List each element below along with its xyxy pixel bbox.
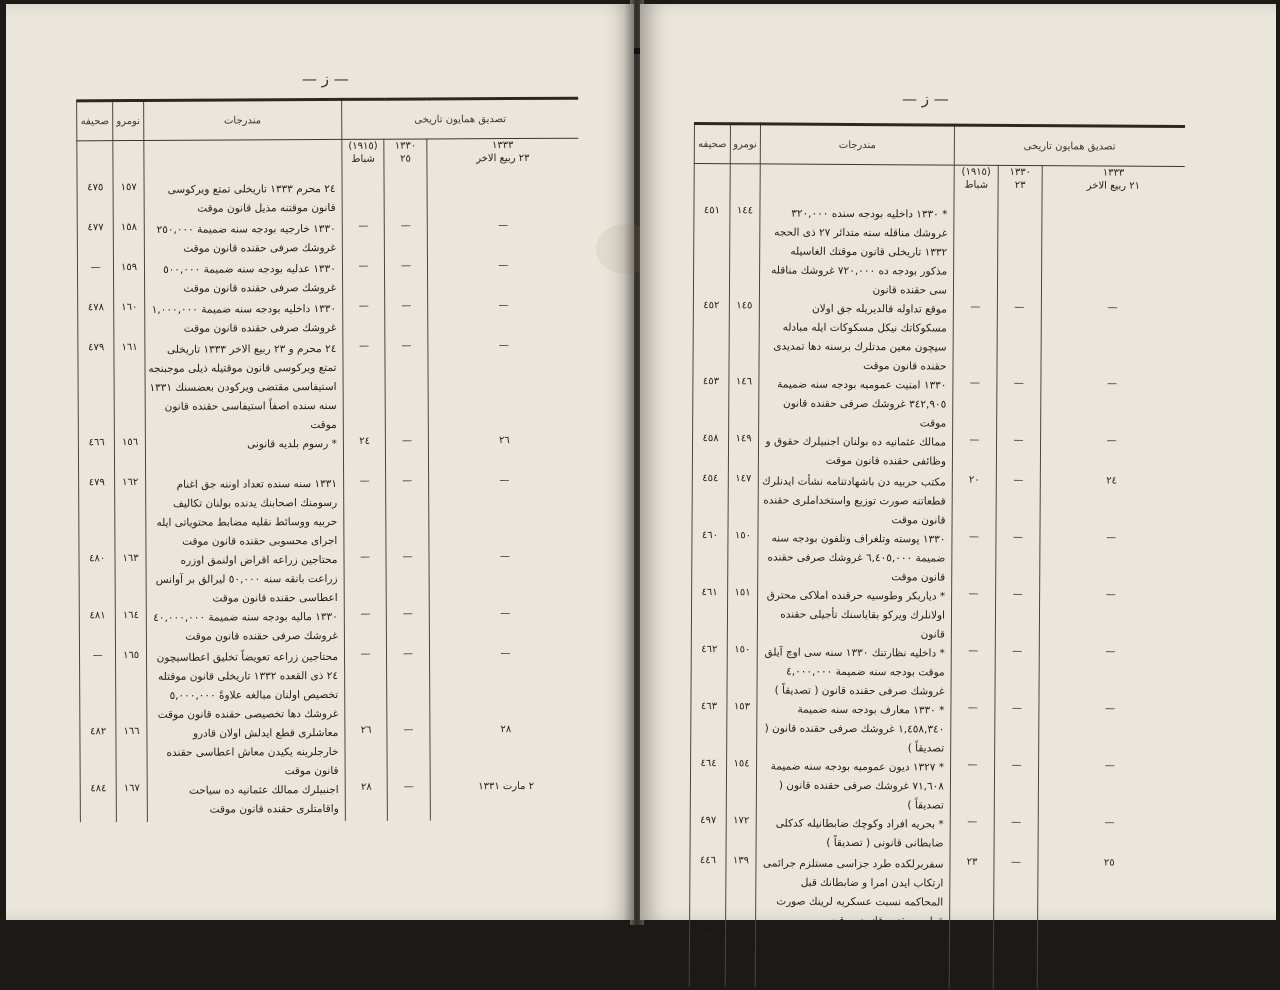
date-col-2: — (996, 434, 1040, 474)
date-col-3: — (427, 259, 579, 300)
date-year-hijri (1042, 166, 1184, 207)
entry-number: ١٦١ (114, 341, 145, 436)
table-row (79, 607, 581, 650)
date-col-2: — (388, 780, 431, 820)
entry-page: ٤٦٢ (691, 643, 727, 700)
date-col-2: — (994, 856, 1038, 932)
date-col-3: — (429, 550, 581, 608)
date-col-3: ٢٤ (1040, 474, 1182, 532)
entry-contents: ١٣٣٠ عدليه بودجه سنه ضميمة ٥٠٠,٠٠٠ غروشك صرفى حقنده قانون موقت (144, 260, 342, 301)
date-col-3: — (428, 299, 580, 340)
date-year-hijri (427, 138, 579, 179)
date-col-2: — (385, 219, 428, 259)
entry-contents: سفربرلكده طرد جزاسى مستلزم جرائمى ارتكاب ايدن امرا و ضابطانك قبل المحاكمه نسبت عسكريه لرينك صورت قطعى حقنده قانون موقت (756, 854, 950, 931)
date-col-3: — (427, 219, 579, 260)
entry-number: ١٤٦ (729, 375, 759, 432)
table-row (80, 780, 582, 823)
date-header-row (694, 164, 1184, 207)
date-col-1: — (950, 816, 994, 856)
date-col-2: — (385, 339, 428, 434)
date-year-hijri-label: ١٣٣٣ (1102, 167, 1125, 179)
date-col-3: — (429, 607, 581, 648)
date-col-2: — (385, 299, 428, 339)
table-row (77, 259, 579, 302)
date-col-1 (342, 180, 385, 220)
date-col-1: ٢٠ (952, 474, 996, 531)
entry-contents: مكتب حربيه دن باشهادتنامه نشأت ايدنلرك قطعاتنه صورت توزيع واستخداملرى حقنده قانون موقت (758, 472, 952, 530)
table-row (690, 814, 1180, 857)
date-col-3 (1041, 206, 1184, 302)
date-col-1: — (953, 301, 997, 377)
table-row (79, 550, 581, 610)
date-month-hijri: ٢٣ ربيع الاخر (476, 152, 530, 165)
date-col-2: — (387, 607, 430, 647)
date-col-2: — (996, 531, 1040, 588)
entry-page: ٤٥٣ (693, 375, 729, 432)
date-col-1: — (950, 759, 994, 816)
date-col-2: — (994, 759, 1038, 816)
header-contents: مندرجات (143, 99, 341, 140)
right-ledger-table (689, 122, 1185, 990)
date-col-2: — (995, 588, 1039, 645)
entry-contents: ١٣٣٠ خارجيه بودجه سنه ضميمة ٢٥٠,٠٠٠ غروشك صرفى حقنده قانون موقت (144, 220, 342, 261)
entry-number: ١٦٥ (116, 649, 147, 725)
date-col-1 (949, 932, 993, 989)
table-row (692, 432, 1182, 475)
date-col-1: — (342, 260, 385, 300)
date-col-3: — (1039, 645, 1181, 703)
entry-number: ١٦٤ (116, 609, 147, 649)
date-col-1: — (344, 608, 387, 648)
entry-page: ٤٥٨ (692, 432, 728, 472)
date-col-3: — (1039, 702, 1181, 760)
date-col-2: — (997, 377, 1041, 434)
entry-number: ١٧٢ (726, 814, 756, 854)
entry-number: ١٤٧ (728, 472, 758, 529)
entry-number: ١٤٥ (729, 299, 759, 375)
date-year-rumi-label: ١٣٣٠ (394, 140, 417, 152)
date-col-1: ٢٤ (343, 435, 386, 475)
date-year-gregorian (342, 139, 385, 180)
table-row (80, 723, 582, 783)
entry-contents: ٢٤ محرم ١٣٣٣ تاريخلى تمتع ويركوسى قانون موقتنه مذيل قانون موقت (144, 180, 342, 221)
entry-contents: * ١٣٣٠ معارف بودجه سنه ضميمة ١,٤٥٨,٣٤٠ غروشك صرفى حقنده قانون ( تصديقاً ) (757, 700, 951, 758)
date-day-rumi: ٢٥ (400, 153, 411, 165)
entry-contents: ١٣٣٠ داخليه بودجه سنه ضميمة ١,٠٠٠,٠٠٠ غروشك صرفى حقنده قانون موقت (144, 300, 342, 341)
date-col-3: — (1041, 377, 1183, 435)
date-col-2: — (387, 647, 430, 723)
entry-number: ١٥٠ (728, 529, 758, 586)
right-page-number: — ز — (902, 90, 949, 108)
date-col-3: ٢ مارت ١٣٣١ (430, 780, 582, 821)
date-col-1: — (344, 648, 387, 724)
date-col-1: — (951, 702, 995, 759)
empty-cell (113, 140, 144, 181)
entry-page: ٤٦٦ (78, 436, 115, 476)
date-col-3: — (428, 339, 580, 435)
entry-contents: * ١٣٢٧ ديون عموميه بودجه سنه ضميمة ٧١,٦٠٨ غروشك صرفى حقنده قانون ( تصديقاً ) (756, 757, 950, 815)
date-month-rumi: شباط (964, 179, 989, 191)
entry-page: ٤٤٦ (690, 854, 726, 930)
date-col-1: — (951, 645, 995, 702)
date-col-3: — (1038, 816, 1180, 857)
entry-contents: اجنبيلرك ممالك عثمانيه ده سياحت واقامتلرى حقنده قانون موقت (147, 781, 345, 822)
table-row (77, 219, 579, 262)
entry-number: ١٥٥ (725, 930, 755, 987)
date-col-2: — (385, 259, 428, 299)
entry-contents: محتاجين زراعه تعويضاً تخليق اعطاسيچون ٢٤ ذى القعده ١٣٣٢ تاريخلى قانون موقتله تخصيص اولنان مبالغه علاوةً ٥,٠٠٠,٠٠٠ غروشك دها تخصيصى حقنده قانون موقت (146, 648, 345, 725)
date-col-2: — (386, 550, 429, 607)
entry-number: ١٤٩ (728, 432, 758, 472)
header-royal-date: تصديق همايون تاريخى (954, 125, 1184, 166)
date-col-1: — (344, 551, 387, 608)
entry-page: ٤٨٢ (80, 725, 117, 782)
empty-cell (694, 164, 730, 205)
entry-number: ١٦٦ (116, 725, 147, 782)
table-row (78, 339, 580, 437)
table-row (79, 647, 581, 726)
table-row (692, 472, 1182, 532)
date-day-rumi: ٢٣ (1014, 179, 1026, 192)
entry-number: ١٥٨ (114, 221, 145, 261)
date-col-1: — (343, 340, 386, 435)
table-row (79, 474, 581, 553)
date-col-1: ٢٨ (345, 781, 388, 821)
entry-contents: ١٣٣٠ امنيت عموميه بودجه سنه ضميمة ٣٤٢,٩٠٥ غروشك صرفى حقنده قانون موقت (759, 375, 953, 433)
date-month-hijri: ٢١ ربيع الاخر (1086, 180, 1141, 192)
entry-number: ١٥٤ (726, 757, 756, 814)
entry-page: ٤٧٩ (78, 341, 115, 436)
entry-page: — (79, 649, 116, 725)
entry-page: ٤٨٠ (79, 552, 116, 609)
header-pages: صحيفه (77, 101, 114, 141)
empty-cell (77, 141, 114, 182)
table-row (77, 179, 579, 222)
date-col-2: — (386, 474, 429, 550)
date-col-2 (997, 206, 1042, 301)
entry-page: ٤٩٧ (690, 814, 726, 854)
header-royal-date: تصديق همايون تاريخى (342, 98, 579, 139)
entry-number: ١٦٣ (115, 552, 146, 609)
date-col-1: — (953, 377, 997, 434)
date-col-2: — (996, 474, 1040, 531)
table-row (693, 375, 1183, 435)
entry-number: ١٦٠ (114, 301, 145, 341)
date-col-3: — (1038, 759, 1180, 817)
empty-cell (760, 164, 954, 206)
entry-page: ٤٦٥ (689, 930, 725, 987)
table-row (691, 643, 1181, 703)
date-col-3: — (1041, 301, 1183, 378)
date-col-1: — (952, 434, 996, 474)
entry-page: ٤٧٩ (79, 476, 116, 552)
page-fold-shadow (624, 4, 634, 920)
date-col-1: ٢٣ (950, 856, 994, 932)
entry-number: ١٥١ (727, 586, 757, 643)
date-col-1: — (344, 475, 387, 551)
entry-page: ٤٦٠ (692, 529, 728, 586)
entry-page: ٤٥٢ (693, 299, 729, 375)
entry-number: ١٥٣ (727, 700, 757, 757)
date-col-2: — (387, 723, 430, 780)
entry-contents: محتاجين زراعه اقراض اولنمق اوزره زراعت بانقه سنه ٥٠,٠٠٠ ليرالق بر آوانس اعطاسى حقنده قانون موقت (146, 551, 344, 609)
entry-page: ٤٧٧ (77, 221, 114, 261)
table-row (691, 700, 1181, 760)
date-month-rumi: شباط (351, 153, 375, 165)
entry-number: ١٦٢ (115, 476, 146, 552)
date-year-gregorian-label: (١٩١٥) (348, 140, 378, 152)
entry-page: — (77, 261, 114, 301)
entry-number: ١٦٧ (117, 782, 148, 822)
entry-number: ١٥٩ (114, 261, 145, 301)
right-page (640, 4, 1276, 985)
left-ledger-table (76, 97, 582, 823)
entry-contents: * دياربكر وطوسيه حرقنده املاكى محترق اولانلرك ويركو بقاياسنك تأجيلى حقنده قانون (757, 586, 951, 644)
table-row (690, 854, 1180, 933)
entry-contents: ١٣٣٠ پوسته وتلغراف وتلفون بودجه سنه ضميمة ٦,٤٠٥,٠٠٠ غروشك صرفى حقنده قانون موقت (758, 529, 952, 587)
date-col-2 (384, 179, 427, 219)
empty-cell (730, 164, 760, 205)
entry-contents: * ١٣٣٠ داخليه بودجه سنده ٣٢٠,٠٠٠ غروشك مناقله سنه متدائر ٢٧ ذى الحجه ١٣٣٢ تاريخلى قانون موقتك الغاسيله مذكور بودجه ده ٧٢٠,٠٠٠ غروشك مناقله سى حقنده قانون (759, 204, 954, 300)
table-row (691, 586, 1181, 646)
date-year-rumi (384, 139, 427, 180)
left-page-number: — ز — (302, 70, 349, 88)
date-header-row (77, 138, 579, 181)
date-year-rumi (998, 165, 1042, 206)
entry-page: ٤٨٤ (80, 782, 117, 822)
date-year-rumi-label: ١٣٣٠ (1009, 166, 1031, 179)
entry-number: ١٣٩ (726, 854, 756, 930)
date-col-3 (427, 179, 579, 220)
entry-contents: * رسوم بلديه قانونى (145, 435, 343, 476)
entry-contents: ١٣٣١ سنه سنده تعداد اوننه جق اغنام رسومنك اصحابنك يدنده بولنان تكاليف حربيه ووسائط نقليه مضابط محتوياتى ايله اجراى محسوبى حقنده قانون موقت (145, 475, 344, 552)
table-row (78, 299, 580, 342)
date-col-1 (953, 206, 998, 301)
date-year-gregorian-label: (١٩١٥) (961, 166, 991, 178)
entry-contents: ١٦ جمادى الاخره ١٣٣٢ تاريخلى مكلفيت عسكريه قانون موقتك ١٤٤ نجى ماده سنك فقرهٔ اولیسنى معدل قانون موقت (755, 930, 949, 988)
entry-contents: ٢٤ محرم و ٢٣ ربيع الاخر ١٣٣٣ تاريخلى تمتع ويركوسى قانون موقتيله ذيلى موجبنجه استيفاسى مقتضى ويركودن بعضسنك ١٣٣١ سنه سنده اصفاً استيفاسى حقنده قانون موقت (145, 340, 344, 436)
date-col-2: — (386, 434, 429, 474)
date-col-3 (1037, 932, 1179, 990)
table-row (78, 434, 580, 477)
entry-number: ١٥٠ (727, 643, 757, 700)
empty-cell (144, 139, 342, 181)
entry-contents: ١٣٣٠ ماليه بودجه سنه ضميمة ٤٠,٠٠٠,٠٠٠ غروشك صرفى حقنده قانون موقت (146, 608, 344, 649)
date-col-3: ٢٦ (428, 434, 580, 475)
header-contents: مندرجات (760, 124, 954, 165)
date-year-gregorian (954, 165, 998, 206)
date-col-2: — (995, 702, 1039, 759)
table-row (689, 930, 1179, 990)
entry-contents: * بحريه افراد وكوچك ضابطانيله كدكلى ضابطانى قانونى ( تصديقاً ) (756, 814, 950, 855)
date-col-1: — (952, 531, 996, 588)
entry-number: ١٥٦ (115, 436, 146, 476)
date-col-3: — (429, 647, 581, 724)
date-col-3: — (428, 474, 580, 551)
date-col-1: — (342, 220, 385, 260)
entry-number: ١٥٧ (113, 181, 144, 221)
entry-page: ٤٥١ (693, 204, 730, 299)
entry-contents: ممالك عثمانيه ده بولنان اجنبيلرك حقوق و وظائفى حقنده قانون موقت (758, 432, 952, 473)
date-col-1: — (951, 588, 995, 645)
table-row (693, 204, 1184, 302)
date-col-3: — (1040, 531, 1182, 589)
entry-contents: موقع تداوله قالديريله جق اولان مسكوكاتك نيكل مسكوكات ايله مبادله سيچون معين مدتلرك برسنه دها تمديدى حقنده قانون موقت (759, 299, 953, 376)
date-col-2: — (997, 301, 1041, 377)
date-col-2 (993, 932, 1037, 989)
entry-page: ٤٦٣ (691, 700, 727, 757)
entry-number: ١٤٤ (729, 204, 760, 299)
date-year-hijri-label: ١٣٣٣ (492, 140, 514, 152)
date-col-2: — (995, 645, 1039, 702)
entry-contents: * داخليه نظارتنك ١٣٣٠ سنه سى اوچ آيلق موقت بودجه سنه ضميمة ٤,٠٠٠,٠٠٠ غروشك صرفى حقنده قانون ( تصديقاً ) (757, 643, 951, 701)
date-col-1: — (343, 300, 386, 340)
date-col-3: ٢٨ (430, 723, 582, 781)
date-col-3: ٢٥ (1038, 856, 1180, 933)
date-col-3: — (1039, 588, 1181, 646)
date-col-3: — (1040, 434, 1182, 475)
table-row (693, 299, 1183, 378)
entry-page: ٤٦١ (691, 586, 727, 643)
table-row (692, 529, 1182, 589)
entry-page: ٤٨١ (79, 609, 116, 649)
entry-contents: معاشلرى قطع ايدلش اولان قادرو خارجلرينه يكيدن معاش اعطاسى حقنده قانون موقت (147, 724, 345, 782)
entry-page: ٤٦٤ (690, 757, 726, 814)
header-number: نومرو (113, 100, 144, 140)
header-pages: صحيفه (694, 124, 730, 164)
left-page (6, 4, 634, 920)
entry-page: ٤٧٥ (77, 181, 114, 221)
header-number: نومرو (730, 124, 760, 164)
table-row (690, 757, 1180, 817)
entry-page: ٤٥٤ (692, 472, 728, 529)
date-col-1: ٢٦ (345, 724, 388, 781)
entry-page: ٤٧٨ (78, 301, 115, 341)
date-col-2: — (994, 816, 1038, 856)
